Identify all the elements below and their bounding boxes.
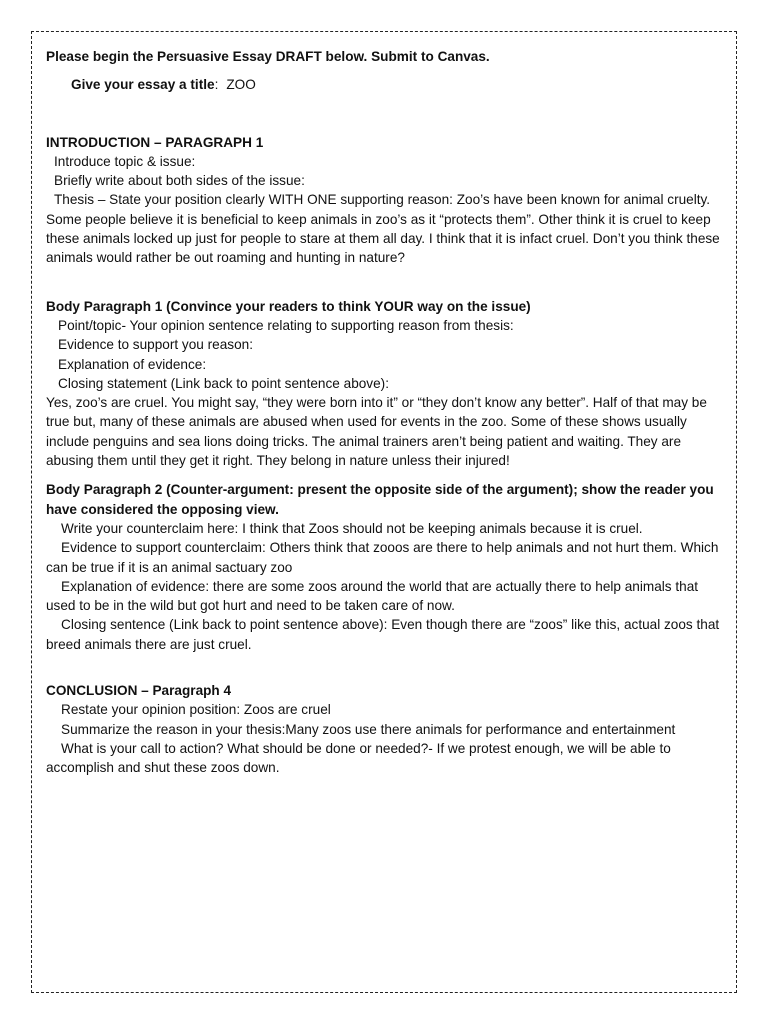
essay-document <box>46 47 726 778</box>
title-colon: : <box>214 77 219 93</box>
conclusion-restate-response[interactable]: Zoos are cruel <box>243 702 331 718</box>
conclusion-prompt-action: What is your call to action? What should be done or needed?- <box>61 740 433 756</box>
body2-counterclaim-response[interactable]: I think that Zoos should not be keeping animals because it is cruel. <box>242 520 643 536</box>
body1-prompt-point: Point/topic- Your opinion sentence relating to supporting reason from thesis: <box>58 317 514 333</box>
body2-prompt-closing: Closing sentence (Link back to point sentence above): <box>61 617 388 633</box>
body2-counterclaim <box>46 519 726 538</box>
body1-heading: Body Paragraph 1 (Convince your readers to think YOUR way on the issue) <box>46 298 531 314</box>
intro-heading: INTRODUCTION – PARAGRAPH 1 <box>46 134 264 150</box>
body2-prompt-explanation: Explanation of evidence: <box>61 578 210 594</box>
body2-evidence <box>46 538 726 577</box>
title-row <box>46 75 726 94</box>
intro-thesis-paragraph <box>46 190 726 267</box>
intro-prompt-sides: Briefly write about both sides of the issue: <box>54 173 305 189</box>
intro-response[interactable]: Zoo’s have been known for animal cruelty. Some people believe it is beneficial to keep animals in zoo’s as it “protects them”. Other think it is cruel to keep these animals locked up just for people to stare at them all day. I think that it is infact cruel. Don’t you think these animals would rather be out roaming and hunting in nature? <box>46 192 720 266</box>
intro-prompt-topic: Introduce topic & issue: <box>54 153 196 169</box>
instruction-heading: Please begin the Persuasive Essay DRAFT below. Submit to Canvas. <box>46 49 490 64</box>
title-prompt: Give your essay a title <box>71 77 215 93</box>
body1-prompt-explanation: Explanation of evidence: <box>58 356 207 372</box>
conclusion-restate <box>46 700 726 719</box>
conclusion-action-response[interactable]: If we protest enough, we will be able to accomplish and shut these zoos down. <box>46 740 671 776</box>
conclusion-summarize-response[interactable]: Many zoos use there animals for performance and entertainment <box>285 721 676 737</box>
body2-evidence-response[interactable]: Others think that zooos are there to help animals and not hurt them. Which can be true if it is an animal sactuary zoo <box>46 540 719 575</box>
conclusion-prompt-restate: Restate your opinion position: <box>61 702 241 718</box>
body2-explanation-response[interactable]: there are some zoos around the world that are actually there to help animals that used to be in the wild but got hurt and need to be taken care of now. <box>46 578 699 614</box>
conclusion-action <box>46 739 726 778</box>
body2-closing-response[interactable]: Even though there are “zoos” like this, actual zoos that breed animals there are just cruel. <box>46 617 720 652</box>
essay-title-value[interactable]: ZOO <box>226 77 256 93</box>
body2-heading: Body Paragraph 2 (Counter-argument: present the opposite side of the argument); show the reader you have considered the opposing view. <box>46 482 714 517</box>
conclusion-heading: CONCLUSION – Paragraph 4 <box>46 683 232 699</box>
conclusion-prompt-summarize: Summarize the reason in your thesis: <box>61 721 286 737</box>
body1-prompt-closing: Closing statement (Link back to point sentence above): <box>58 375 389 391</box>
body2-prompt-evidence: Evidence to support counterclaim: <box>61 540 266 556</box>
body2-explanation <box>46 577 726 616</box>
body1-prompt-evidence: Evidence to support you reason: <box>58 337 253 353</box>
body2-closing <box>46 615 726 654</box>
body1-response[interactable]: Yes, zoo’s are cruel. You might say, “they were born into it” or “they don’t know any better”. Half of that may be true but, many of these animals are abused when used for events in the zoo. Some of these shows usually include penguins and sea lions doing tricks. The animal trainers aren’t being patient and waiting. They are abusing them until they get it right. They belong in nature unless their injured! <box>46 395 707 469</box>
body2-prompt-counterclaim: Write your counterclaim here: <box>61 520 239 536</box>
conclusion-summarize <box>46 720 726 739</box>
intro-prompt-thesis: Thesis – State your position clearly WITH ONE supporting reason: <box>54 192 453 208</box>
